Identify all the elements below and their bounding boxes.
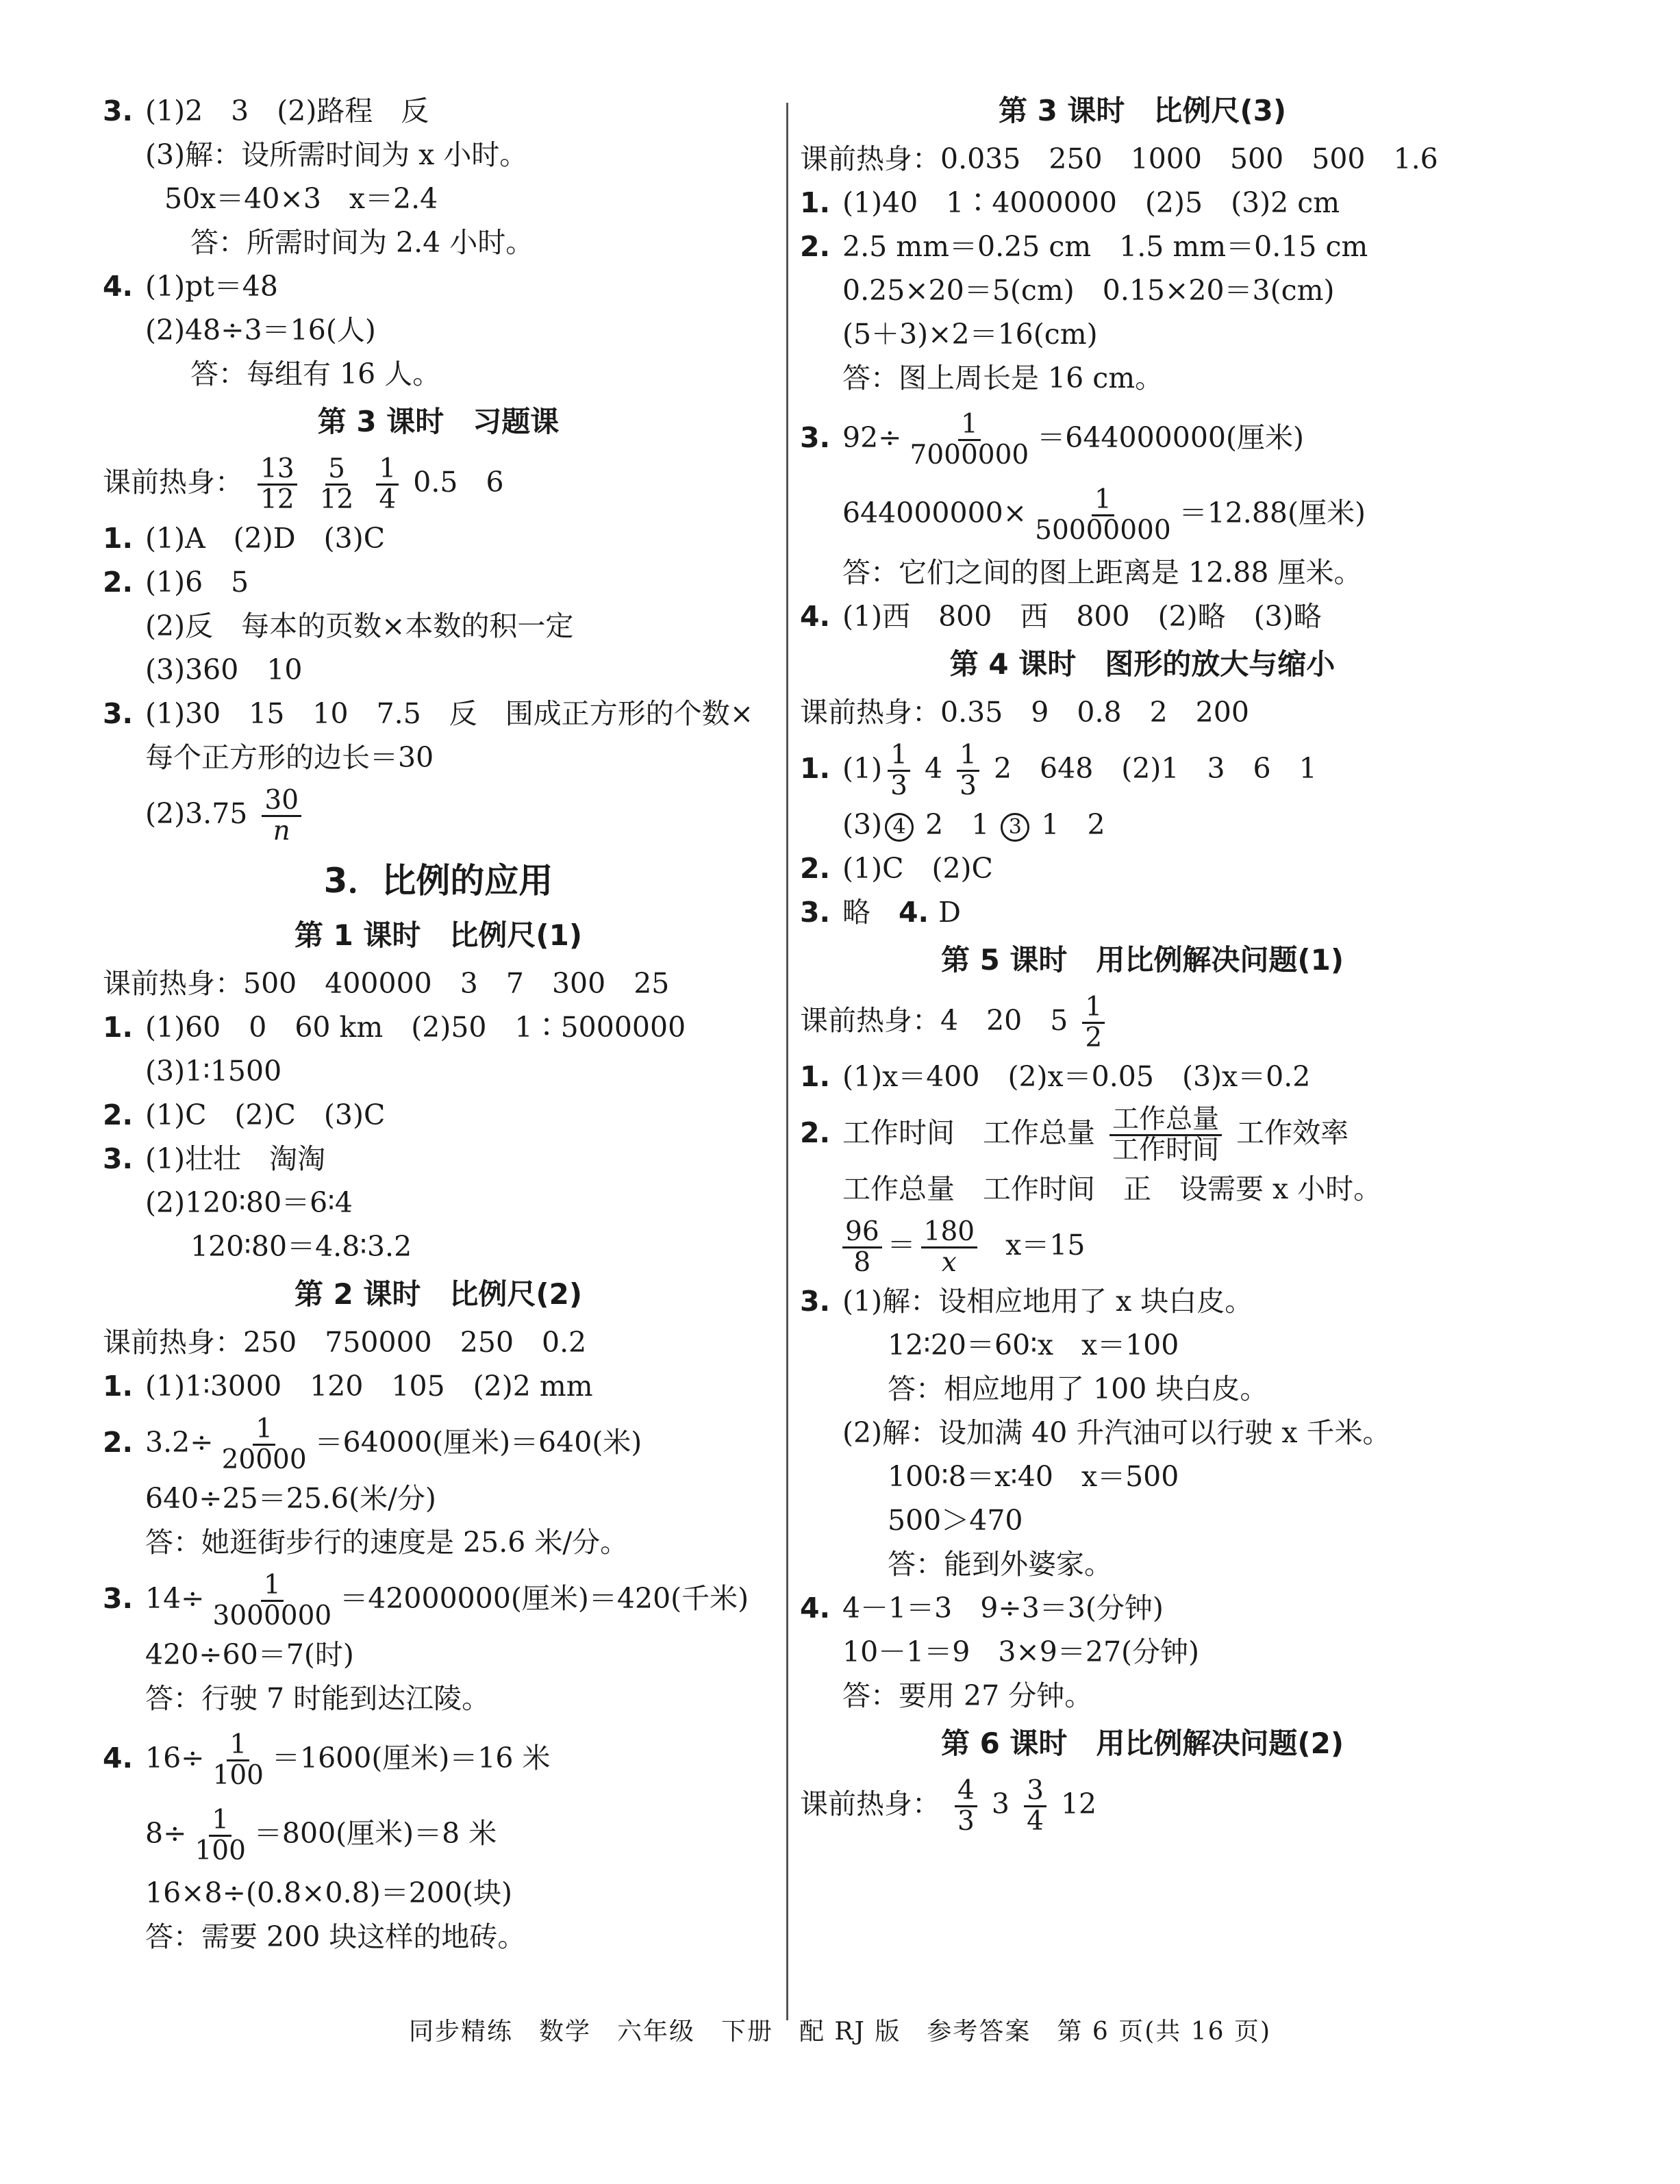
answer-line: 1. (1)A (2)D (3)C — [103, 522, 386, 555]
fraction: $\frac{4}{3}$ — [955, 1777, 977, 1836]
answer-line: 4. (1)西 800 西 800 (2)略 (3)略 — [800, 600, 1322, 633]
answer-line: 答：行驶 7 时能到达江陵。 — [145, 1682, 490, 1715]
fraction: $\frac{13}{12}$ — [258, 455, 297, 514]
answer-line: 2. 2.5 mm＝0.25 cm 1.5 mm＝0.15 cm — [800, 230, 1368, 263]
answer-line: (2)120∶80＝6∶4 — [145, 1186, 353, 1219]
answer-line: 3. 14÷ $\frac{1}{3000000}$ ＝42000000(厘米)＝420(千米) — [103, 1569, 749, 1631]
section-title: 3．比例的应用 — [323, 861, 553, 901]
answer-line: (3)解：设所需时间为 x 小时。 — [145, 138, 528, 171]
answer-line: 500＞470 — [888, 1504, 1023, 1537]
answer-line: 100∶8＝x∶40 x＝500 — [888, 1460, 1179, 1493]
warmup-line: 课前热身： $\frac{4}{3}$ 3 $\frac{3}{4}$ 12 — [800, 1774, 1097, 1837]
answer-line: 3. (1)壮壮 淘淘 — [103, 1142, 326, 1175]
answer-line: (2)解：设加满 40 升汽油可以行驶 x 千米。 — [842, 1416, 1391, 1449]
answer-line: 1. (1) $\frac{1}{3}$ 4 $\frac{1}{3}$ 2 648 (2)1 3 6 1 — [800, 739, 1317, 801]
lesson-heading: 第 3 课时 比例尺(3) — [998, 94, 1287, 127]
fraction: $\frac{1}{20000}$ — [221, 1413, 307, 1475]
fraction: $\frac{1}{50000000}$ — [1035, 484, 1171, 546]
fraction: $\frac{180}{x}$ — [921, 1218, 977, 1277]
lesson-heading: 第 4 课时 图形的放大与缩小 — [949, 647, 1336, 681]
answer-line: 8÷ $\frac{1}{100}$ ＝800(厘米)＝8 米 — [145, 1804, 497, 1866]
answer-line: 420÷60＝7(时) — [145, 1638, 354, 1671]
fraction: $\frac{1}{2}$ — [1082, 993, 1105, 1053]
answer-line: (5＋3)×2＝16(cm) — [842, 318, 1098, 351]
fraction: $\frac{1}{3000000}$ — [212, 1569, 332, 1631]
answer-line: 3. (1)解：设相应地用了 x 块白皮。 — [800, 1285, 1253, 1318]
lesson-heading: 第 2 课时 比例尺(2) — [294, 1277, 583, 1311]
answer-line: 答：相应地用了 100 块白皮。 — [888, 1372, 1268, 1405]
lesson-heading: 第 6 课时 用比例解决问题(2) — [940, 1727, 1344, 1760]
answer-line: 0.25×20＝5(cm) 0.15×20＝3(cm) — [842, 274, 1335, 307]
answer-line: 答：图上周长是 16 cm。 — [842, 362, 1164, 394]
fraction: $\frac{1}{3}$ — [888, 741, 910, 801]
circled-number: 3 — [1001, 813, 1029, 842]
fraction: $\frac{96}{8}$ — [842, 1218, 882, 1277]
answer-line: 10－1＝9 3×9＝27(分钟) — [842, 1635, 1200, 1668]
answer-line: 工作总量 工作时间 正 设需要 x 小时。 — [842, 1172, 1382, 1205]
fraction: $\frac{1}{3}$ — [957, 741, 979, 801]
warmup-line: 课前热身：4 20 5 $\frac{1}{2}$ — [800, 986, 1485, 1055]
fraction: $\frac{\text{工作总量}}{\text{工作时间}}$ — [1109, 1105, 1222, 1165]
answer-line: 2. (1)C (2)C — [800, 852, 993, 885]
answer-line: (3)360 10 — [145, 653, 303, 686]
warmup-line: 课前热身：500 400000 3 7 300 25 — [103, 967, 670, 1000]
answer-line: (3)1∶1500 — [145, 1055, 282, 1088]
answer-line: 答：所需时间为 2.4 小时。 — [190, 226, 534, 259]
fraction: $\frac{1}{100}$ — [195, 1804, 246, 1866]
warmup-line: 课前热身：250 750000 250 0.2 — [103, 1326, 587, 1359]
answer-line: 1. (1)x＝400 (2)x＝0.05 (3)x＝0.2 — [800, 1060, 1311, 1093]
answer-line: 答：她逛街步行的速度是 25.6 米/分。 — [145, 1526, 629, 1559]
answer-line: 3. 略 4. D — [800, 896, 961, 929]
answer-line: 1. (1)40 1∶4000000 (2)5 (3)2 cm — [800, 186, 1340, 219]
answer-line: 答：要用 27 分钟。 — [842, 1679, 1093, 1712]
answer-line: 3. 92÷ $\frac{1}{7000000}$ ＝644000000(厘米) — [800, 408, 1304, 470]
answer-line: 1. (1)60 0 60 km (2)50 1∶5000000 — [103, 1011, 686, 1044]
answer-line: (2)3.75 $\frac{30}{n}$ — [103, 779, 774, 848]
answer-line: (2)48÷3＝16(人) — [145, 314, 376, 347]
fraction: $\frac{1}{7000000}$ — [910, 408, 1029, 470]
page-footer: 同步精练 数学 六年级 下册 配 RJ 版 参考答案 第 6 页(共 16 页) — [408, 2018, 1271, 2046]
fraction: $\frac{5}{12}$ — [319, 453, 354, 515]
warmup-line: 课前热身： $\frac{13}{12}$ $\frac{5}{12}$ $\frac{1}{4}$ 0.5 6 — [103, 453, 504, 515]
lesson-heading: 第 5 课时 用比例解决问题(1) — [940, 943, 1344, 977]
answer-line: 答：每组有 16 人。 — [190, 357, 441, 390]
fraction: $\frac{3}{4}$ — [1024, 1777, 1046, 1836]
answer-line: 16×8÷(0.8×0.8)＝200(块) — [145, 1877, 512, 1909]
answer-line: 1. (1)1∶3000 120 105 (2)2 mm — [103, 1370, 593, 1403]
lesson-heading: 第 1 课时 比例尺(1) — [294, 918, 583, 952]
warmup-line: 课前热身：0.35 9 0.8 2 200 — [800, 696, 1249, 729]
answer-line: 4. (1)pt＝48 — [103, 270, 278, 303]
circled-number: 4 — [885, 813, 914, 842]
right-column — [800, 89, 1485, 1838]
answer-line: (2)反 每本的页数×本数的积一定 — [145, 610, 574, 642]
answer-line: 640÷25＝25.6(米/分) — [145, 1482, 436, 1515]
answer-line: 答：它们之间的图上距离是 12.88 厘米。 — [842, 556, 1362, 589]
left-column — [103, 89, 774, 1959]
answer-line: 3. (1)2 3 (2)路程 反 — [103, 95, 429, 127]
fraction: $\frac{1}{4}$ — [376, 455, 399, 514]
answer-line: 2. 3.2÷ $\frac{1}{20000}$ ＝64000(厘米)＝640(米) — [103, 1413, 642, 1475]
answer-line: 644000000× $\frac{1}{50000000}$ ＝12.88(厘米) — [842, 484, 1366, 546]
fraction: $\frac{1}{100}$ — [212, 1729, 264, 1791]
answer-line: 12∶20＝60∶x x＝100 — [888, 1329, 1179, 1361]
answer-line: 3. (1)30 15 10 7.5 反 围成正方形的个数×每个正方形的边长＝30 — [103, 697, 754, 774]
answer-line: $\frac{96}{8}$ ＝ $\frac{180}{x}$ x＝15 — [800, 1211, 1485, 1279]
warmup-line: 课前热身：0.035 250 1000 500 500 1.6 — [800, 142, 1438, 175]
answer-line: 4. 4－1＝3 9÷3＝3(分钟) — [800, 1592, 1164, 1624]
answer-line: 2. (1)6 5 — [103, 566, 249, 599]
lesson-heading: 第 3 课时 习题课 — [317, 405, 560, 438]
answer-line: 2. 工作时间 工作总量 $\frac{\text{工作总量}}{\text{工作时间}}$ 工作效率 — [800, 1103, 1349, 1166]
answer-line: 120∶80＝4.8∶3.2 — [190, 1230, 412, 1263]
column-divider — [786, 103, 788, 2020]
answer-line: (3) 4 2 1 3 1 2 — [842, 808, 1105, 841]
answer-line: 50x＝40×3 x＝2.4 — [164, 182, 438, 215]
answer-line: 答：能到外婆家。 — [888, 1548, 1112, 1581]
answer-line: 4. 16÷ $\frac{1}{100}$ ＝1600(厘米)＝16 米 — [103, 1729, 551, 1791]
answer-line: 答：需要 200 块这样的地砖。 — [145, 1920, 526, 1953]
fraction: $\frac{30}{n}$ — [262, 786, 301, 846]
answer-line: 2. (1)C (2)C (3)C — [103, 1099, 386, 1131]
